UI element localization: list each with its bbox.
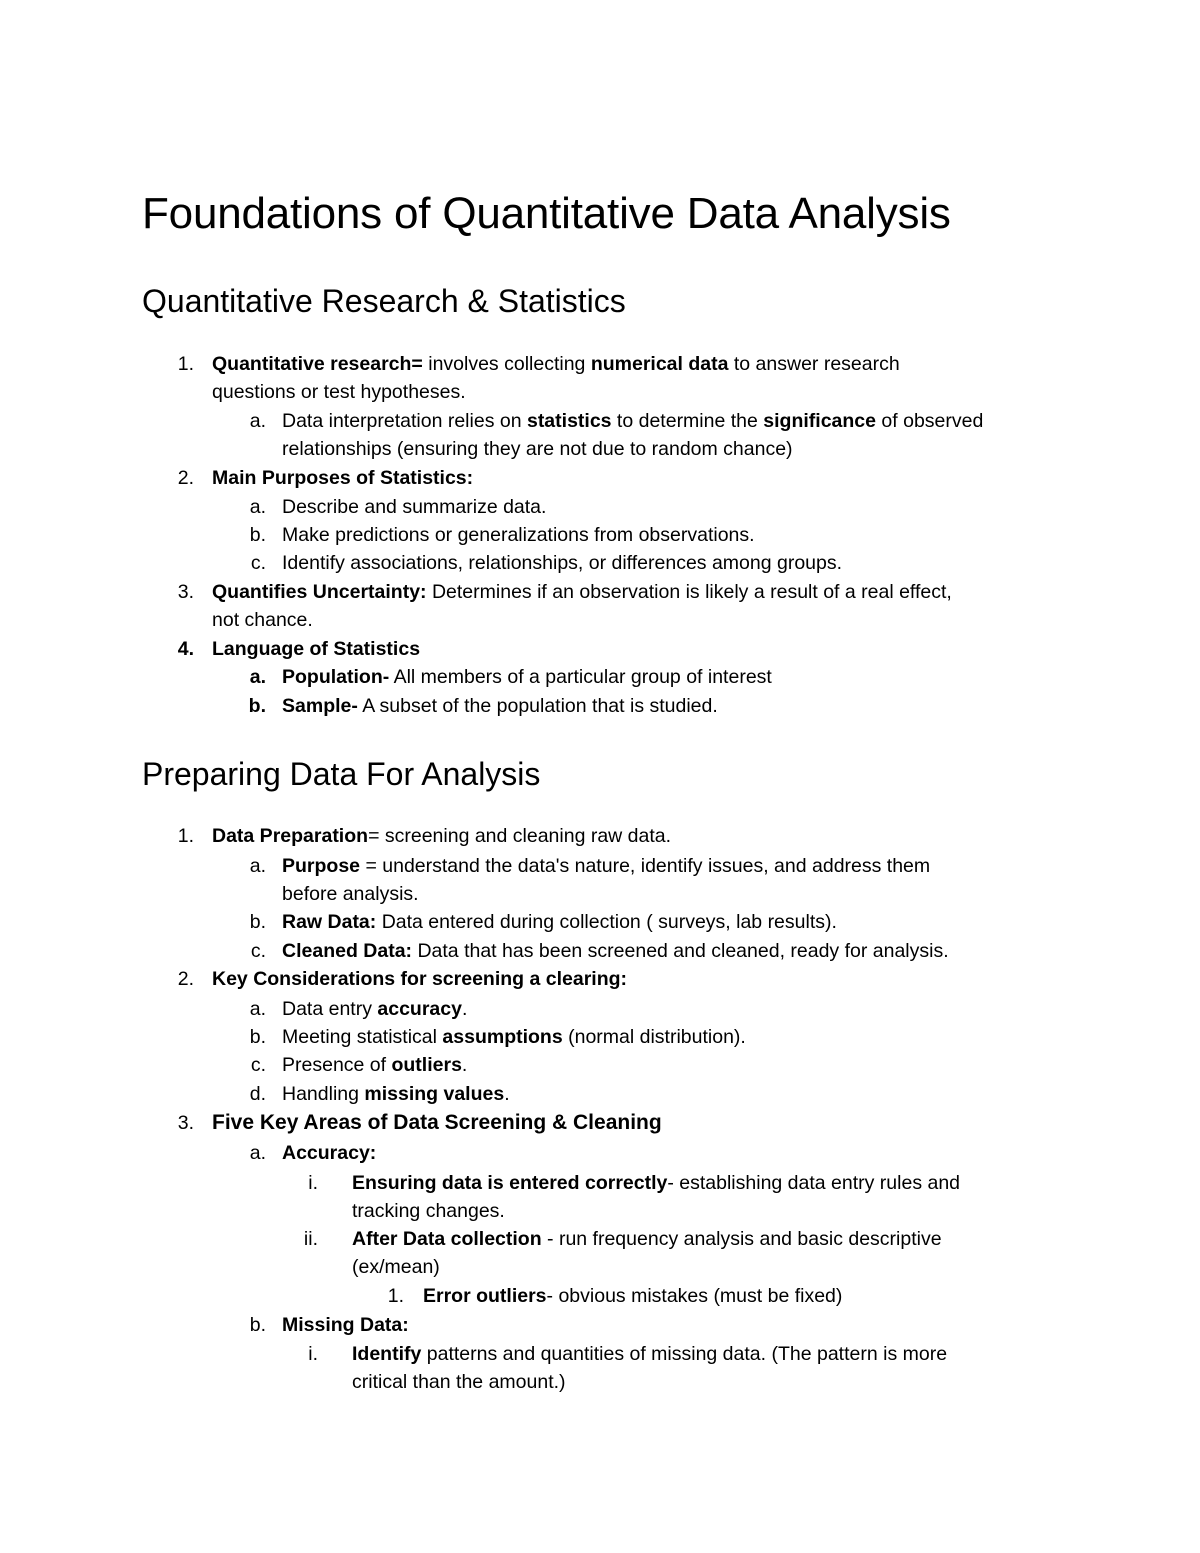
list-marker: c.: [250, 940, 266, 962]
list-item-text: Describe and summarize data.: [282, 496, 547, 518]
list-item-continuation: tracking changes.: [352, 1200, 505, 1222]
list-item-text: Make predictions or generalizations from observations.: [282, 524, 755, 546]
list-marker: i.: [308, 1172, 318, 1194]
term: Error outliers: [423, 1285, 547, 1307]
term: Data Preparation: [212, 825, 369, 847]
list-item-text: [423, 1282, 842, 1311]
list-marker: b.: [249, 911, 266, 933]
list-marker: a.: [249, 410, 266, 432]
list-marker: 2.: [177, 968, 194, 990]
list-marker: a.: [249, 998, 266, 1020]
text: Data that has been screened and cleaned, ready for analysis.: [412, 940, 949, 962]
term: Cleaned Data:: [282, 940, 413, 962]
text: All members of a particular group of interest: [389, 666, 772, 688]
list-item-continuation: before analysis.: [282, 883, 419, 905]
list-item-text: [282, 908, 837, 937]
list-item-continuation: questions or test hypotheses.: [212, 381, 466, 403]
text: of observed: [876, 410, 984, 432]
text: - establishing data entry rules and: [667, 1172, 961, 1194]
term: Missing Data:: [282, 1314, 409, 1336]
text: Data entered during collection ( surveys, lab results).: [376, 911, 837, 933]
list-marker: 2.: [177, 467, 194, 489]
list-item-text: [352, 1169, 960, 1198]
list-item-text: [212, 822, 671, 851]
list-marker: c.: [250, 1054, 266, 1076]
list-marker: 1.: [177, 353, 194, 375]
text: A subset of the population that is studied.: [357, 695, 718, 717]
list-item-text: [282, 1023, 746, 1052]
text: Presence of: [282, 1054, 392, 1076]
emphasis: statistics: [526, 410, 612, 432]
text: patterns and quantities of missing data. (The pattern is more: [421, 1343, 948, 1365]
list-marker: a.: [249, 855, 266, 877]
text: = understand the data's nature, identify issues, and address them: [360, 855, 931, 877]
text: to determine the: [611, 410, 764, 432]
text: Determines if an observation is likely a result of a real effect,: [426, 581, 952, 603]
list-item-text: [282, 692, 718, 721]
term: Purpose: [282, 855, 361, 877]
list-marker: i.: [308, 1343, 318, 1365]
list-marker: b.: [249, 1314, 266, 1336]
emphasis: accuracy: [377, 998, 462, 1020]
list-item-text: [282, 937, 949, 966]
term: Quantitative research=: [212, 353, 423, 375]
text: - obvious mistakes (must be fixed): [546, 1285, 843, 1307]
list-marker: a.: [249, 496, 266, 518]
list-item-text: [282, 407, 983, 436]
list-item-text: [282, 663, 772, 692]
list-marker: 1.: [177, 825, 194, 847]
list-marker: 1.: [387, 1285, 404, 1307]
text: (normal distribution).: [562, 1026, 746, 1048]
list-marker: a.: [249, 1142, 266, 1164]
list-item-text: [212, 350, 900, 379]
list-item-text: Identify associations, relationships, or differences among groups.: [282, 552, 843, 574]
list-marker: 4.: [177, 638, 194, 660]
section-heading-quantitative-research: Quantitative Research & Statistics: [142, 283, 626, 319]
term: Identify: [352, 1343, 422, 1365]
list-marker: b.: [248, 695, 266, 717]
list-item-continuation: not chance.: [212, 609, 313, 631]
term: Quantifies Uncertainty:: [212, 581, 427, 603]
text: Handling: [282, 1083, 365, 1105]
list-item-text: [282, 1080, 510, 1109]
list-item-text: [282, 995, 467, 1024]
text: to answer research: [728, 353, 900, 375]
text: Meeting statistical: [282, 1026, 443, 1048]
text: = screening and cleaning raw data.: [368, 825, 672, 847]
emphasis: numerical data: [590, 353, 729, 375]
term: After Data collection: [352, 1228, 542, 1250]
list-marker: 3.: [177, 581, 194, 603]
term: Five Key Areas of Data Screening & Cleaning: [212, 1111, 662, 1134]
list-item-text: [352, 1340, 947, 1369]
list-item-text: [282, 852, 930, 881]
text: Data interpretation relies on: [282, 410, 527, 432]
term: Language of Statistics: [212, 638, 421, 660]
list-item-text: [212, 578, 952, 607]
text: Data entry: [282, 998, 378, 1020]
emphasis: missing values: [364, 1083, 505, 1105]
list-marker: b.: [249, 1026, 266, 1048]
term: Key Considerations for screening a clearing:: [212, 968, 628, 990]
list-marker: c.: [250, 552, 266, 574]
list-item-text: [282, 1051, 467, 1080]
list-marker: 3.: [177, 1112, 194, 1134]
term: Ensuring data is entered correctly: [352, 1172, 668, 1194]
list-item-continuation: (ex/mean): [352, 1256, 440, 1278]
term: Raw Data:: [282, 911, 377, 933]
text: .: [504, 1083, 510, 1105]
emphasis: significance: [763, 410, 876, 432]
term: Sample-: [282, 695, 358, 717]
list-marker: ii.: [303, 1228, 318, 1250]
term: Accuracy:: [282, 1142, 377, 1164]
document-title: Foundations of Quantitative Data Analysis: [142, 189, 951, 238]
list-item-continuation: relationships (ensuring they are not due to random chance): [282, 438, 793, 460]
list-item-continuation: critical than the amount.): [352, 1371, 566, 1393]
emphasis: outliers: [391, 1054, 462, 1076]
list-marker: a.: [249, 666, 266, 688]
emphasis: assumptions: [442, 1026, 563, 1048]
term: Main Purposes of Statistics:: [212, 467, 474, 489]
list-item-text: [352, 1225, 942, 1254]
text: - run frequency analysis and basic descriptive: [541, 1228, 942, 1250]
term: Population-: [282, 666, 390, 688]
text: .: [461, 1054, 468, 1076]
text: involves collecting: [422, 353, 591, 375]
section-heading-preparing-data: Preparing Data For Analysis: [142, 756, 541, 792]
list-marker: b.: [249, 524, 266, 546]
list-marker: d.: [249, 1083, 266, 1105]
text: .: [461, 998, 468, 1020]
